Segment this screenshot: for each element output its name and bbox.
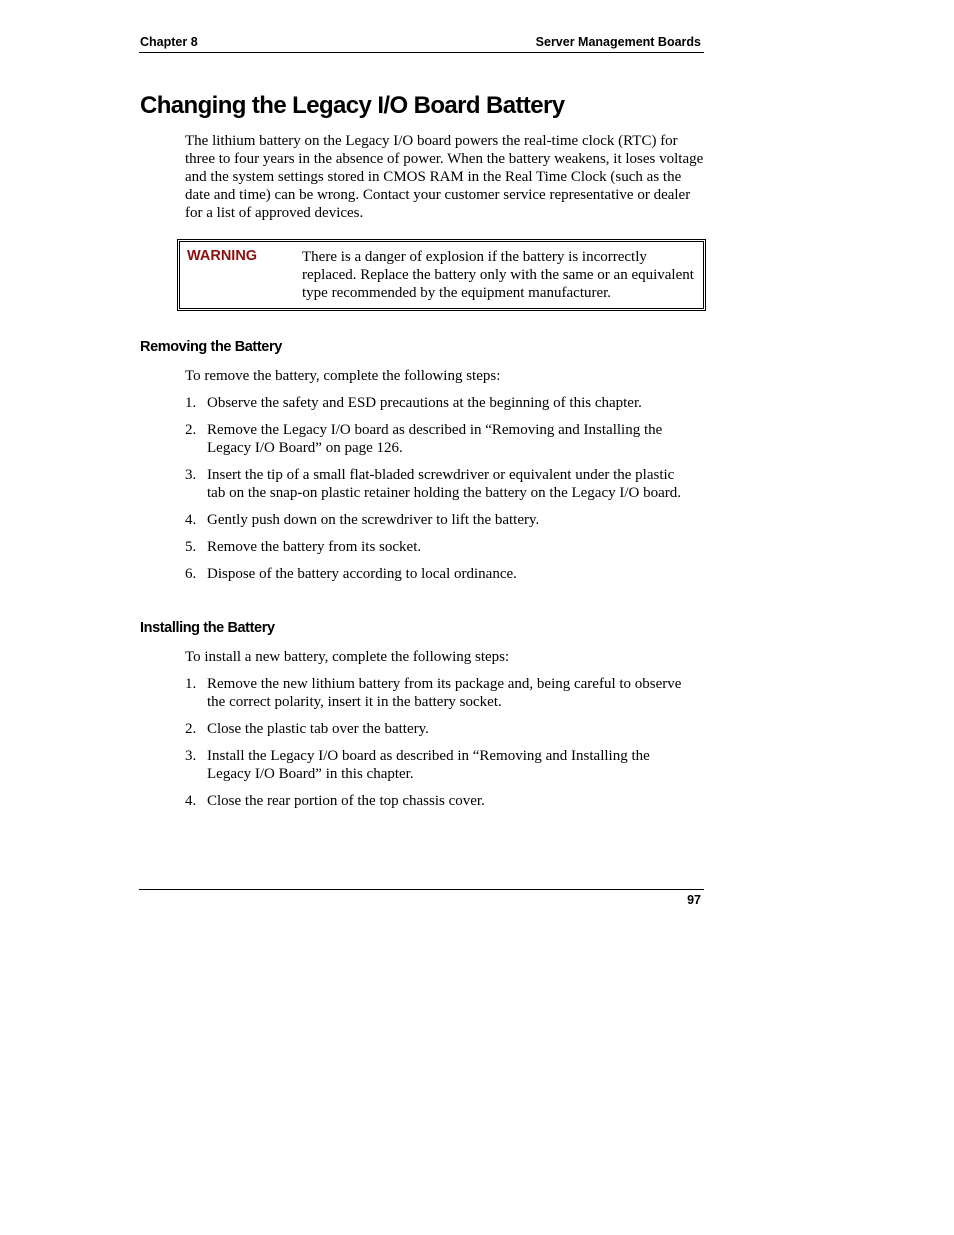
step-number: 6. bbox=[185, 566, 197, 582]
removing-steps bbox=[185, 394, 685, 592]
step-number: 3. bbox=[185, 748, 197, 764]
installing-steps bbox=[185, 675, 685, 819]
page-footer bbox=[139, 889, 704, 910]
page-header bbox=[139, 34, 704, 53]
step-number: 2. bbox=[185, 422, 197, 438]
removing-heading: Removing the Battery bbox=[140, 339, 282, 355]
step-text: Remove the battery from its socket. bbox=[207, 539, 422, 555]
list-item bbox=[185, 421, 685, 457]
step-text: Remove the new lithium battery from its package and, being careful to observe the correct polarity, insert it in the battery socket. bbox=[207, 676, 682, 710]
step-text: Gently push down on the screwdriver to lift the battery. bbox=[207, 512, 540, 528]
warning-label: WARNING bbox=[187, 248, 258, 264]
section-label: Server Management Boards bbox=[535, 35, 701, 49]
list-item bbox=[185, 394, 685, 412]
warning-text: There is a danger of explosion if the battery is incorrectly replaced. Replace the battery only with the same or an equivalent type recommended by the equipment manufacturer. bbox=[302, 249, 694, 301]
list-item bbox=[185, 565, 685, 583]
list-item bbox=[185, 538, 685, 556]
step-number: 4. bbox=[185, 512, 197, 528]
step-number: 4. bbox=[185, 793, 197, 809]
installing-lead: To install a new battery, complete the following steps: bbox=[185, 649, 510, 665]
step-text: Install the Legacy I/O board as described in “Removing and Installing the Legacy I/O Board” in this chapter. bbox=[207, 748, 650, 782]
step-number: 1. bbox=[185, 676, 197, 692]
warning-box bbox=[177, 239, 706, 311]
page-number: 97 bbox=[687, 893, 701, 907]
step-number: 5. bbox=[185, 539, 197, 555]
step-text: Insert the tip of a small flat-bladed screwdriver or equivalent under the plastic tab on the snap-on plastic retainer holding the battery on the Legacy I/O board. bbox=[207, 467, 682, 501]
step-number: 1. bbox=[185, 395, 197, 411]
list-item bbox=[185, 675, 685, 711]
step-number: 2. bbox=[185, 721, 197, 737]
step-text: Close the plastic tab over the battery. bbox=[207, 721, 429, 737]
chapter-label: Chapter 8 bbox=[140, 35, 198, 49]
step-text: Close the rear portion of the top chassis cover. bbox=[207, 793, 485, 809]
list-item bbox=[185, 511, 685, 529]
list-item bbox=[185, 466, 685, 502]
step-text: Observe the safety and ESD precautions at the beginning of this chapter. bbox=[207, 395, 642, 411]
list-item bbox=[185, 792, 685, 810]
list-item bbox=[185, 747, 685, 783]
list-item bbox=[185, 720, 685, 738]
page-title: Changing the Legacy I/O Board Battery bbox=[140, 92, 565, 119]
intro-paragraph: The lithium battery on the Legacy I/O board powers the real-time clock (RTC) for three to four years in the absence of power. When the battery weakens, it loses voltage and the system settings stored in CMOS RAM in the Real Time Clock (such as the date and time) can be wrong. Contact your customer service representative or dealer for a list of approved devices. bbox=[185, 133, 704, 221]
removing-lead: To remove the battery, complete the following steps: bbox=[185, 368, 501, 384]
step-text: Dispose of the battery according to local ordinance. bbox=[207, 566, 517, 582]
step-number: 3. bbox=[185, 467, 197, 483]
step-text: Remove the Legacy I/O board as described in “Removing and Installing the Legacy I/O Board” on page 126. bbox=[207, 422, 663, 456]
installing-heading: Installing the Battery bbox=[140, 620, 275, 636]
